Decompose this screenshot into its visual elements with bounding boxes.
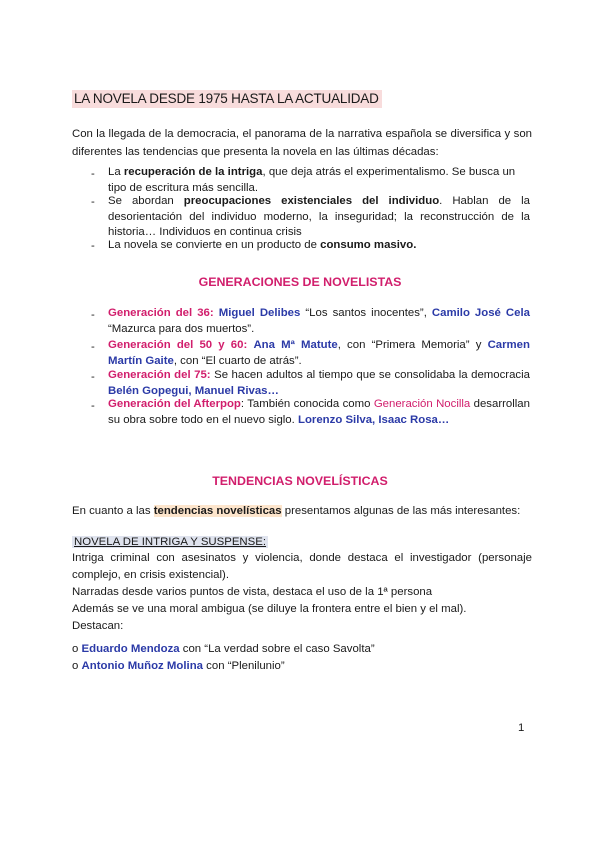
list-dash: - xyxy=(91,196,95,208)
intro-paragraph: Con la llegada de la democracia, el panorama de la narrativa española se diversifica y son diferentes las tendencias que presenta la novela en las últimas décadas: xyxy=(72,128,532,158)
page-number: 1 xyxy=(518,722,525,734)
list-dash: - xyxy=(91,309,95,321)
list-dash: - xyxy=(91,240,95,252)
intriga-para: Narradas desde varios puntos de vista, destaca el uso de la 1ª persona xyxy=(72,586,433,598)
section-label-intriga: NOVELA DE INTRIGA Y SUSPENSE: xyxy=(74,536,267,548)
generation-item: Generación del 36: Miguel Delibes “Los santos inocentes”, Camilo José Cela “Mazurca para dos muertos”. xyxy=(108,307,530,335)
list-dash: - xyxy=(91,341,95,353)
generation-item: Generación del 75: Se hacen adultos al tiempo que se consolidaba la democracia Belén Gopegui, Manuel Rivas… xyxy=(108,369,530,397)
generation-item: Generación del Afterpop: También conocida como Generación Nocilla desarrollan su obra sobre todo en el nuevo siglo. Lorenzo Silva, Isaac Rosa… xyxy=(108,398,530,426)
list-dash: - xyxy=(91,371,95,383)
list-item: La novela se convierte en un producto de consumo masivo. xyxy=(108,239,417,251)
example-item: o Eduardo Mendoza con “La verdad sobre el caso Savolta” xyxy=(72,643,375,655)
section-heading-tendencias: TENDENCIAS NOVELÍSTICAS xyxy=(212,474,388,488)
list-item: La recuperación de la intriga, que deja atrás el experimentalismo. Se busca un tipo de escritura más sencilla. xyxy=(108,166,516,194)
list-item: Se abordan preocupaciones existenciales del individuo. Hablan de la desorientación del individuo moderno, la inseguridad; la reconstrucción de la historia… Individuos en continua crisis xyxy=(108,195,530,238)
section-heading-generaciones: GENERACIONES DE NOVELISTAS xyxy=(198,275,402,289)
example-item: o Antonio Muñoz Molina con “Plenilunio” xyxy=(72,660,285,672)
intriga-para: Destacan: xyxy=(72,620,124,632)
tendencias-intro: En cuanto a las tendencias novelísticas presentamos algunas de las más interesantes: xyxy=(72,505,521,517)
list-dash: - xyxy=(91,168,95,180)
intriga-para: Intriga criminal con asesinatos y violencia, donde destaca el investigador (personaje complejo, en crisis existencial). xyxy=(72,552,532,581)
generation-item: Generación del 50 y 60: Ana Mª Matute, con “Primera Memoria” y Carmen Martín Gaite, con “El cuarto de atrás”. xyxy=(108,339,530,367)
page-title: LA NOVELA DESDE 1975 HASTA LA ACTUALIDAD xyxy=(72,90,382,108)
intriga-para: Además se ve una moral ambigua (se diluye la frontera entre el bien y el mal). xyxy=(72,603,467,615)
list-dash: - xyxy=(91,400,95,412)
